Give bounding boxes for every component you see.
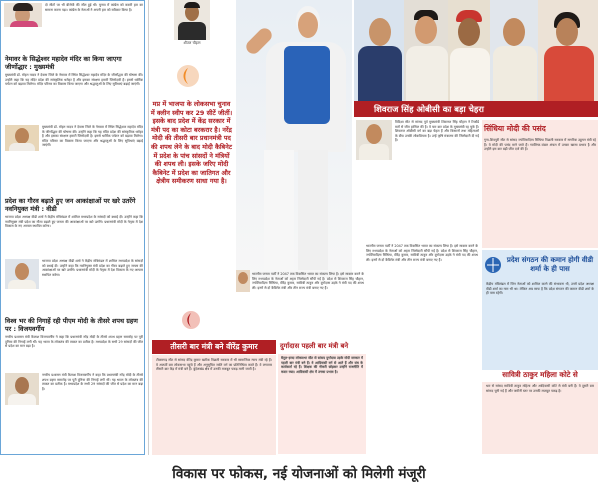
body-scindia: गुना-शिवपुरी सीट से सांसद ज्योतिरादित्य सिंधिया पिछली सरकार में नागरिक उड्डयन मंत्री रहे हैं। वे मोदी की पसंद माने जाते हैं। ग्वालियर-चंबल अंचल में उनका खासा प्रभाव है और उन्होंने इस बार बड़ी जीत दर्ज की है।: [484, 138, 596, 152]
portrait-shivraj: [490, 0, 538, 102]
headline-nemawar: नेमावर के सिद्धेश्वर महादेव मंदिर का किया जाएगा जीर्णोद्धार : मुख्यमंत्री: [5, 55, 122, 71]
body-vijayvargiya: नगरीय प्रशासन मंत्री कैलाश विजयवर्गीय ने कहा कि प्रधानमंत्री नरेंद्र मोदी के तीसरे शपथ ग्रहण समारोह पर पूरी दुनिया की निगाहें लगी थीं। यह भारत के लोकतंत्र की ताकत का प्रतीक है। मध्यप्रदेश के सभी 29 सांसदों की जीत से प्रदेश का मान बढ़ा है।: [5, 335, 143, 349]
headline-vijayvargiya: विश्व भर की निगाहें रही पीएम मोदी के तीसरे शपथ ग्रहण पर : विजयवर्गीय: [5, 317, 138, 333]
portrait-man-1: [5, 125, 39, 151]
bottom-headline: विकास पर फोकस, नई योजनाओं को मिलेगी मंजूरी: [172, 466, 426, 482]
top-portrait-woman: [4, 3, 42, 27]
quote-marker-icon: [181, 310, 201, 330]
headline-vd-sharma: प्रदेश का गौरव बढ़ाते हुए जन आकांक्षाओं पर खरे उतरेंगे नवनियुक्त मंत्री : वीडी: [5, 197, 136, 213]
left-column: [0, 0, 145, 455]
portrait-durgadas: [448, 0, 490, 102]
body-virendra: टीकमगढ़ सीट से सांसद वीरेंद्र कुमार खटीक पिछली सरकार में भी सामाजिक न्याय मंत्री रहे हैं। वे आठवीं बार लोकसभा पहुंचे हैं और अनुसूचित जाति वर्ग का प्रतिनिधित्व करते हैं। वे लगातार तीसरी बार केंद्र में मंत्री बने हैं। बुंदेलखंड क्षेत्र में उनकी मजबूत पकड़ मानी जाती है।: [156, 358, 272, 372]
headline-savitri: सावित्री ठाकुर महिला कोटे से: [502, 370, 578, 379]
column-divider: [148, 0, 149, 455]
body-nemawar-cont: मुख्यमंत्री डॉ. मोहन यादव ने देवास जिले के नेमावर में स्थित सिद्धेश्वर महादेव मंदिर के जीर्णोद्धार की घोषणा की। उन्होंने कहा कि यह मंदिर प्रदेश की सांस्कृतिक धरोहर है और इसका संरक्षण हमारी जिम्मेदारी है। इससे धार्मिक पर्यटन को बढ़ावा मिलेगा। मंदिर परिसर का विकास किया जाएगा और श्रद्धालुओं के लिए सुविधाएं बढ़ाई जाएंगी।: [42, 125, 143, 148]
portrait-man-2: [5, 259, 39, 289]
body-vd-sharma-cont: भाजपा प्रदेश अध्यक्ष वीडी शर्मा ने केंद्रीय मंत्रिमंडल में शामिल मध्यप्रदेश के सांसदों को बधाई दी। उन्होंने कहा कि नवनियुक्त मंत्री प्रदेश का गौरव बढ़ाते हुए जनता की आकांक्षाओं पर खरे उतरेंगे। प्रधानमंत्री मोदी के नेतृत्व में देश विकास के नए आयाम स्थापित करेगा।: [42, 259, 143, 277]
portrait-scindia: [404, 0, 448, 102]
center-body: भारतीय जनता पार्टी ने 2047 तक विकसित भारत का संकल्प लिया है। इसे साकार करने के लिए मध्यप्रदेश के नेताओं को अहम जिम्मेदारी सौंपी गई है। प्रदेश से शिवराज सिंह चौहान, ज्योतिरादित्य सिंधिया, वीरेंद्र कुमार, सावित्री ठाकुर और दुर्गादास उइके ने मंत्री पद की शपथ ली। इनमें से दो कैबिनेट मंत्री और तीन राज्य मंत्री बनाए गए हैं।: [252, 272, 364, 290]
portrait-savitri: [538, 0, 598, 102]
body-savitri: धार से सांसद सावित्री ठाकुर महिला और आदिवासी कोटे से मंत्री बनी हैं। वे दूसरी बार सांसद चुनी गई हैं और जमीनी स्तर पर उनकी मजबूत पकड़ है।: [486, 384, 594, 393]
caption-sheetal: शीतल चौहान: [183, 41, 201, 45]
headline-durgadas: दुर्गादास पहली बार मंत्री बने: [280, 342, 349, 350]
center-body-right: भारतीय जनता पार्टी ने 2047 तक विकसित भारत का संकल्प लिया है। इसे साकार करने के लिए मध्यप्रदेश के नेताओं को अहम जिम्मेदारी सौंपी गई है। प्रदेश से शिवराज सिंह चौहान, ज्योतिरादित्य सिंधिया, वीरेंद्र कुमार, सावित्री ठाकुर और दुर्गादास उइके ने मंत्री पद की शपथ ली। इनमें से दो कैबिनेट मंत्री और तीन राज्य मंत्री बनाए गए हैं।: [366, 244, 478, 262]
headline-virendra: तीसरी बार मंत्री बने वीरेंद्र कुमार: [152, 340, 276, 354]
pull-quote: मप्र में भाजपा के लोकसभा चुनाव में क्लीन स्वीप कर 29 सीटें जीतीं। इसके बाद प्रदेश में केंद्र सरकार में मंत्री पद का कोटा बरकरार है। नरेंद्र मोदी की तीसरी बार प्रधानमंत्री पद की शपथ लेने के बाद मोदी कैबिनेट में प्रदेश के पांच सांसदों ने मंत्रियों की शपथ ली। इसके जरिए मोदी कैबिनेट में प्रदेश का जातिगत और क्षेत्रीय समीकरण साधा गया है।: [150, 100, 233, 186]
lead-paragraph: दो सीटों पर भी बीजेपी की जीत हुई थी। चुनाव में कांग्रेस को करारी हार का सामना करना पड़ा। कांग्रेस के नेताओं ने अपनी हार को स्वीकार किया है।: [45, 3, 143, 12]
bjp-lotus-icon: [176, 64, 200, 88]
headline-vd-box: प्रदेश संगठन की कमान होगी वीडी शर्मा के ही पास: [506, 256, 594, 273]
headline-scindia: सिंधिया मोदी की पसंद: [484, 124, 546, 133]
portrait-virendra: [354, 0, 404, 102]
portrait-man-3: [5, 373, 39, 405]
body-vijayvargiya-cont: नगरीय प्रशासन मंत्री कैलाश विजयवर्गीय ने कहा कि प्रधानमंत्री नरेंद्र मोदी के तीसरे शपथ ग्रहण समारोह पर पूरी दुनिया की निगाहें लगी थीं। यह भारत के लोकतंत्र की ताकत का प्रतीक है। मध्यप्रदेश के सभी 29 सांसदों की जीत से प्रदेश का मान बढ़ा है।: [42, 373, 143, 391]
portrait-shivraj-small: [356, 120, 392, 160]
body-vd-sharma: भाजपा प्रदेश अध्यक्ष वीडी शर्मा ने केंद्रीय मंत्रिमंडल में शामिल मध्यप्रदेश के सांसदों को बधाई दी। उन्होंने कहा कि नवनियुक्त मंत्री प्रदेश का गौरव बढ़ाते हुए जनता की आकांक्षाओं पर खरे उतरेंगे। प्रधानमंत्री मोदी के नेतृत्व में देश विकास के नए आयाम स्थापित करेगा।: [5, 215, 143, 229]
modi-photo: [236, 0, 352, 278]
portrait-sheetal: [174, 0, 210, 40]
body-nemawar: मुख्यमंत्री डॉ. मोहन यादव ने देवास जिले के नेमावर में स्थित सिद्धेश्वर महादेव मंदिर के जीर्णोद्धार की घोषणा की। उन्होंने कहा कि यह मंदिर प्रदेश की सांस्कृतिक धरोहर है और इसका संरक्षण हमारी जिम्मेदारी है। इससे धार्मिक पर्यटन को बढ़ावा मिलेगा। मंदिर परिसर का विकास किया जाएगा और श्रद्धालुओं के लिए सुविधाएं बढ़ाई जाएंगी।: [5, 73, 143, 87]
headline-shivraj: शिवराज सिंह ओबीसी का बड़ा चेहरा: [354, 101, 598, 117]
globe-icon: [484, 256, 502, 274]
body-shivraj: विदिशा सीट से सांसद पूर्व मुख्यमंत्री शिवराज सिंह चौहान ने रिकॉर्ड मतों से जीत हासिल की है। वे चार बार प्रदेश के मुख्यमंत्री रह चुके हैं। शिवराज ओबीसी वर्ग का बड़ा चेहरा हैं और किसानों तथा महिलाओं के बीच उनकी लोकप्रियता है। उन्हें कृषि मंत्रालय की जिम्मेदारी दी गई है।: [395, 120, 479, 143]
body-durgadas: बैतूल-हरदा लोकसभा सीट से सांसद दुर्गादास उइके मोदी सरकार में पहली बार मंत्री बने हैं। वे आदिवासी वर्ग से आते हैं और संघ के कार्यकर्ता रहे हैं। शिक्षक की नौकरी छोड़कर उन्होंने राजनीति में कदम रखा। आदिवासी क्षेत्र में उनका प्रभाव है।: [281, 356, 363, 374]
portrait-virendra-small: [236, 270, 250, 292]
body-vd-box: केंद्रीय मंत्रिमंडल में जिन नेताओं को शामिल करने की संभावना थी, उनमें प्रदेश अध्यक्ष वीडी शर्मा का नाम भी था। लेकिन अब साफ है कि प्रदेश संगठन की कमान वीडी शर्मा के ही पास रहेगी।: [486, 282, 594, 296]
